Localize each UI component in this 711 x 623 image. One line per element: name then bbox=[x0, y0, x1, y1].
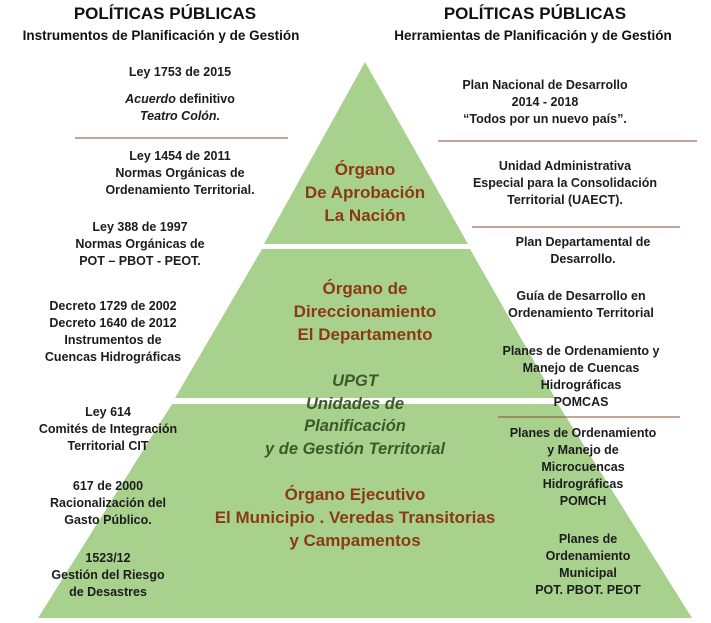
right-item-pomcas bbox=[466, 343, 696, 411]
left-header-subtitle: Instrumentos de Planificación y de Gestión bbox=[22, 28, 300, 43]
pyramid-middle-line: Direccionamiento bbox=[293, 302, 437, 321]
right-item-guia bbox=[466, 288, 696, 322]
left-item-ley-1454 bbox=[60, 148, 300, 199]
left-item-line: Decreto 1729 de 2002 bbox=[49, 299, 177, 313]
pyramid-middle-line: El Departamento bbox=[297, 325, 433, 344]
left-item-line: Cuencas Hidrográficas bbox=[44, 350, 182, 364]
left-item-ley-388 bbox=[40, 219, 240, 270]
right-item-line: Planes de Ordenamiento bbox=[509, 426, 657, 440]
left-item-line: Ley 614 bbox=[85, 405, 131, 419]
left-item-line: Ley 1454 de 2011 bbox=[129, 149, 231, 163]
right-item-line: POMCH bbox=[559, 494, 607, 508]
italic-word: Acuerdo bbox=[125, 92, 176, 106]
left-item-line: Territorial CIT bbox=[67, 439, 149, 453]
right-item-line: Ordenamiento bbox=[545, 549, 631, 563]
right-item-plan-departamental bbox=[468, 234, 698, 268]
left-item-line: Normas Orgánicas de bbox=[115, 166, 245, 180]
right-item-line: “Todos por un nuevo país”. bbox=[463, 112, 627, 126]
left-item-line: Racionalización del bbox=[49, 496, 166, 510]
left-item-line-rest: definitivo bbox=[175, 92, 235, 106]
left-item-line: Gasto Público. bbox=[64, 513, 152, 527]
pyramid-bottom-line: El Municipio . Veredas Transitorias bbox=[214, 508, 496, 527]
left-item-line: Teatro Colón. bbox=[139, 109, 221, 123]
pyramid-top-line: La Nación bbox=[324, 206, 406, 225]
pyramid-bottom-line: Órgano Ejecutivo bbox=[284, 485, 426, 504]
left-item-line: Instrumentos de bbox=[64, 333, 162, 347]
left-item-line: Ley 388 de 1997 bbox=[92, 220, 188, 234]
right-item-line: Territorial (UAECT). bbox=[507, 193, 623, 207]
right-item-line: Microcuencas bbox=[541, 460, 625, 474]
pyramid-bottom-line: y Campamentos bbox=[289, 531, 421, 550]
pyramid-top-line: Órgano bbox=[334, 160, 396, 179]
left-item-line: Normas Orgánicas de bbox=[75, 237, 205, 251]
left-item-line: Ordenamiento Territorial. bbox=[105, 183, 255, 197]
pyramid-upgt-line: Unidades de bbox=[305, 394, 405, 413]
left-item-line: 617 de 2000 bbox=[72, 479, 144, 493]
left-item-ley-614 bbox=[8, 404, 208, 455]
left-item-line: de Desastres bbox=[69, 585, 147, 599]
left-item-1523 bbox=[8, 550, 208, 601]
pyramid-upgt-line: UPGT bbox=[332, 372, 378, 390]
left-item-ley-1753 bbox=[80, 64, 280, 81]
left-item-line: Ley 1753 de 2015 bbox=[128, 65, 232, 79]
pyramid-top-line: De Aprobación bbox=[304, 183, 426, 202]
right-item-line: Planes de bbox=[558, 532, 618, 546]
left-item-line bbox=[80, 91, 280, 108]
left-item-line: Comités de Integración bbox=[38, 422, 178, 436]
pyramid-bottom-label bbox=[190, 483, 520, 552]
left-item-acuerdo bbox=[80, 91, 280, 125]
pyramid-middle-label bbox=[240, 277, 490, 346]
left-item-decretos bbox=[8, 298, 218, 366]
right-header-subtitle: Herramientas de Planificación y de Gestión bbox=[394, 28, 672, 43]
right-header-title: POLÍTICAS PÚBLICAS bbox=[443, 4, 627, 23]
right-item-line: Plan Departamental de bbox=[515, 235, 651, 249]
pyramid-top-label bbox=[265, 158, 465, 227]
left-item-617 bbox=[8, 478, 208, 529]
right-item-line: Unidad Administrativa bbox=[498, 159, 632, 173]
pyramid-upgt-label bbox=[230, 370, 480, 460]
right-item-line: 2014 - 2018 bbox=[511, 95, 579, 109]
right-item-plan-nacional bbox=[430, 77, 660, 128]
right-item-uaect bbox=[450, 158, 680, 209]
right-item-line: Municipal bbox=[559, 566, 617, 580]
pyramid-upgt-line: Planificación bbox=[304, 417, 406, 435]
right-item-line: Guía de Desarrollo en bbox=[516, 289, 646, 303]
left-item-line: Gestión del Riesgo bbox=[51, 568, 165, 582]
left-item-line: POT – PBOT - PEOT. bbox=[79, 254, 201, 268]
left-item-line: 1523/12 bbox=[85, 551, 131, 565]
right-item-line: Ordenamiento Territorial bbox=[508, 306, 654, 320]
right-item-line: Manejo de Cuencas bbox=[522, 361, 640, 375]
right-item-line: Especial para la Consolidación bbox=[472, 176, 658, 190]
right-item-line: POMCAS bbox=[553, 395, 609, 409]
right-item-line: Plan Nacional de Desarrollo bbox=[462, 78, 628, 92]
right-item-line: Desarrollo. bbox=[550, 252, 616, 266]
pyramid-upgt-line: y de Gestión Territorial bbox=[264, 439, 446, 458]
pyramid-middle-line: Órgano de bbox=[322, 279, 408, 298]
right-item-line: y Manejo de bbox=[547, 443, 619, 457]
left-header-title: POLÍTICAS PÚBLICAS bbox=[73, 4, 257, 23]
right-item-line: Hidrográficas bbox=[542, 477, 624, 491]
right-item-line: POT. PBOT. PEOT bbox=[535, 583, 641, 597]
right-item-line: Planes de Ordenamiento y bbox=[502, 344, 660, 358]
right-item-line: Hidrográficas bbox=[540, 378, 622, 392]
left-item-line: Decreto 1640 de 2012 bbox=[49, 316, 177, 330]
